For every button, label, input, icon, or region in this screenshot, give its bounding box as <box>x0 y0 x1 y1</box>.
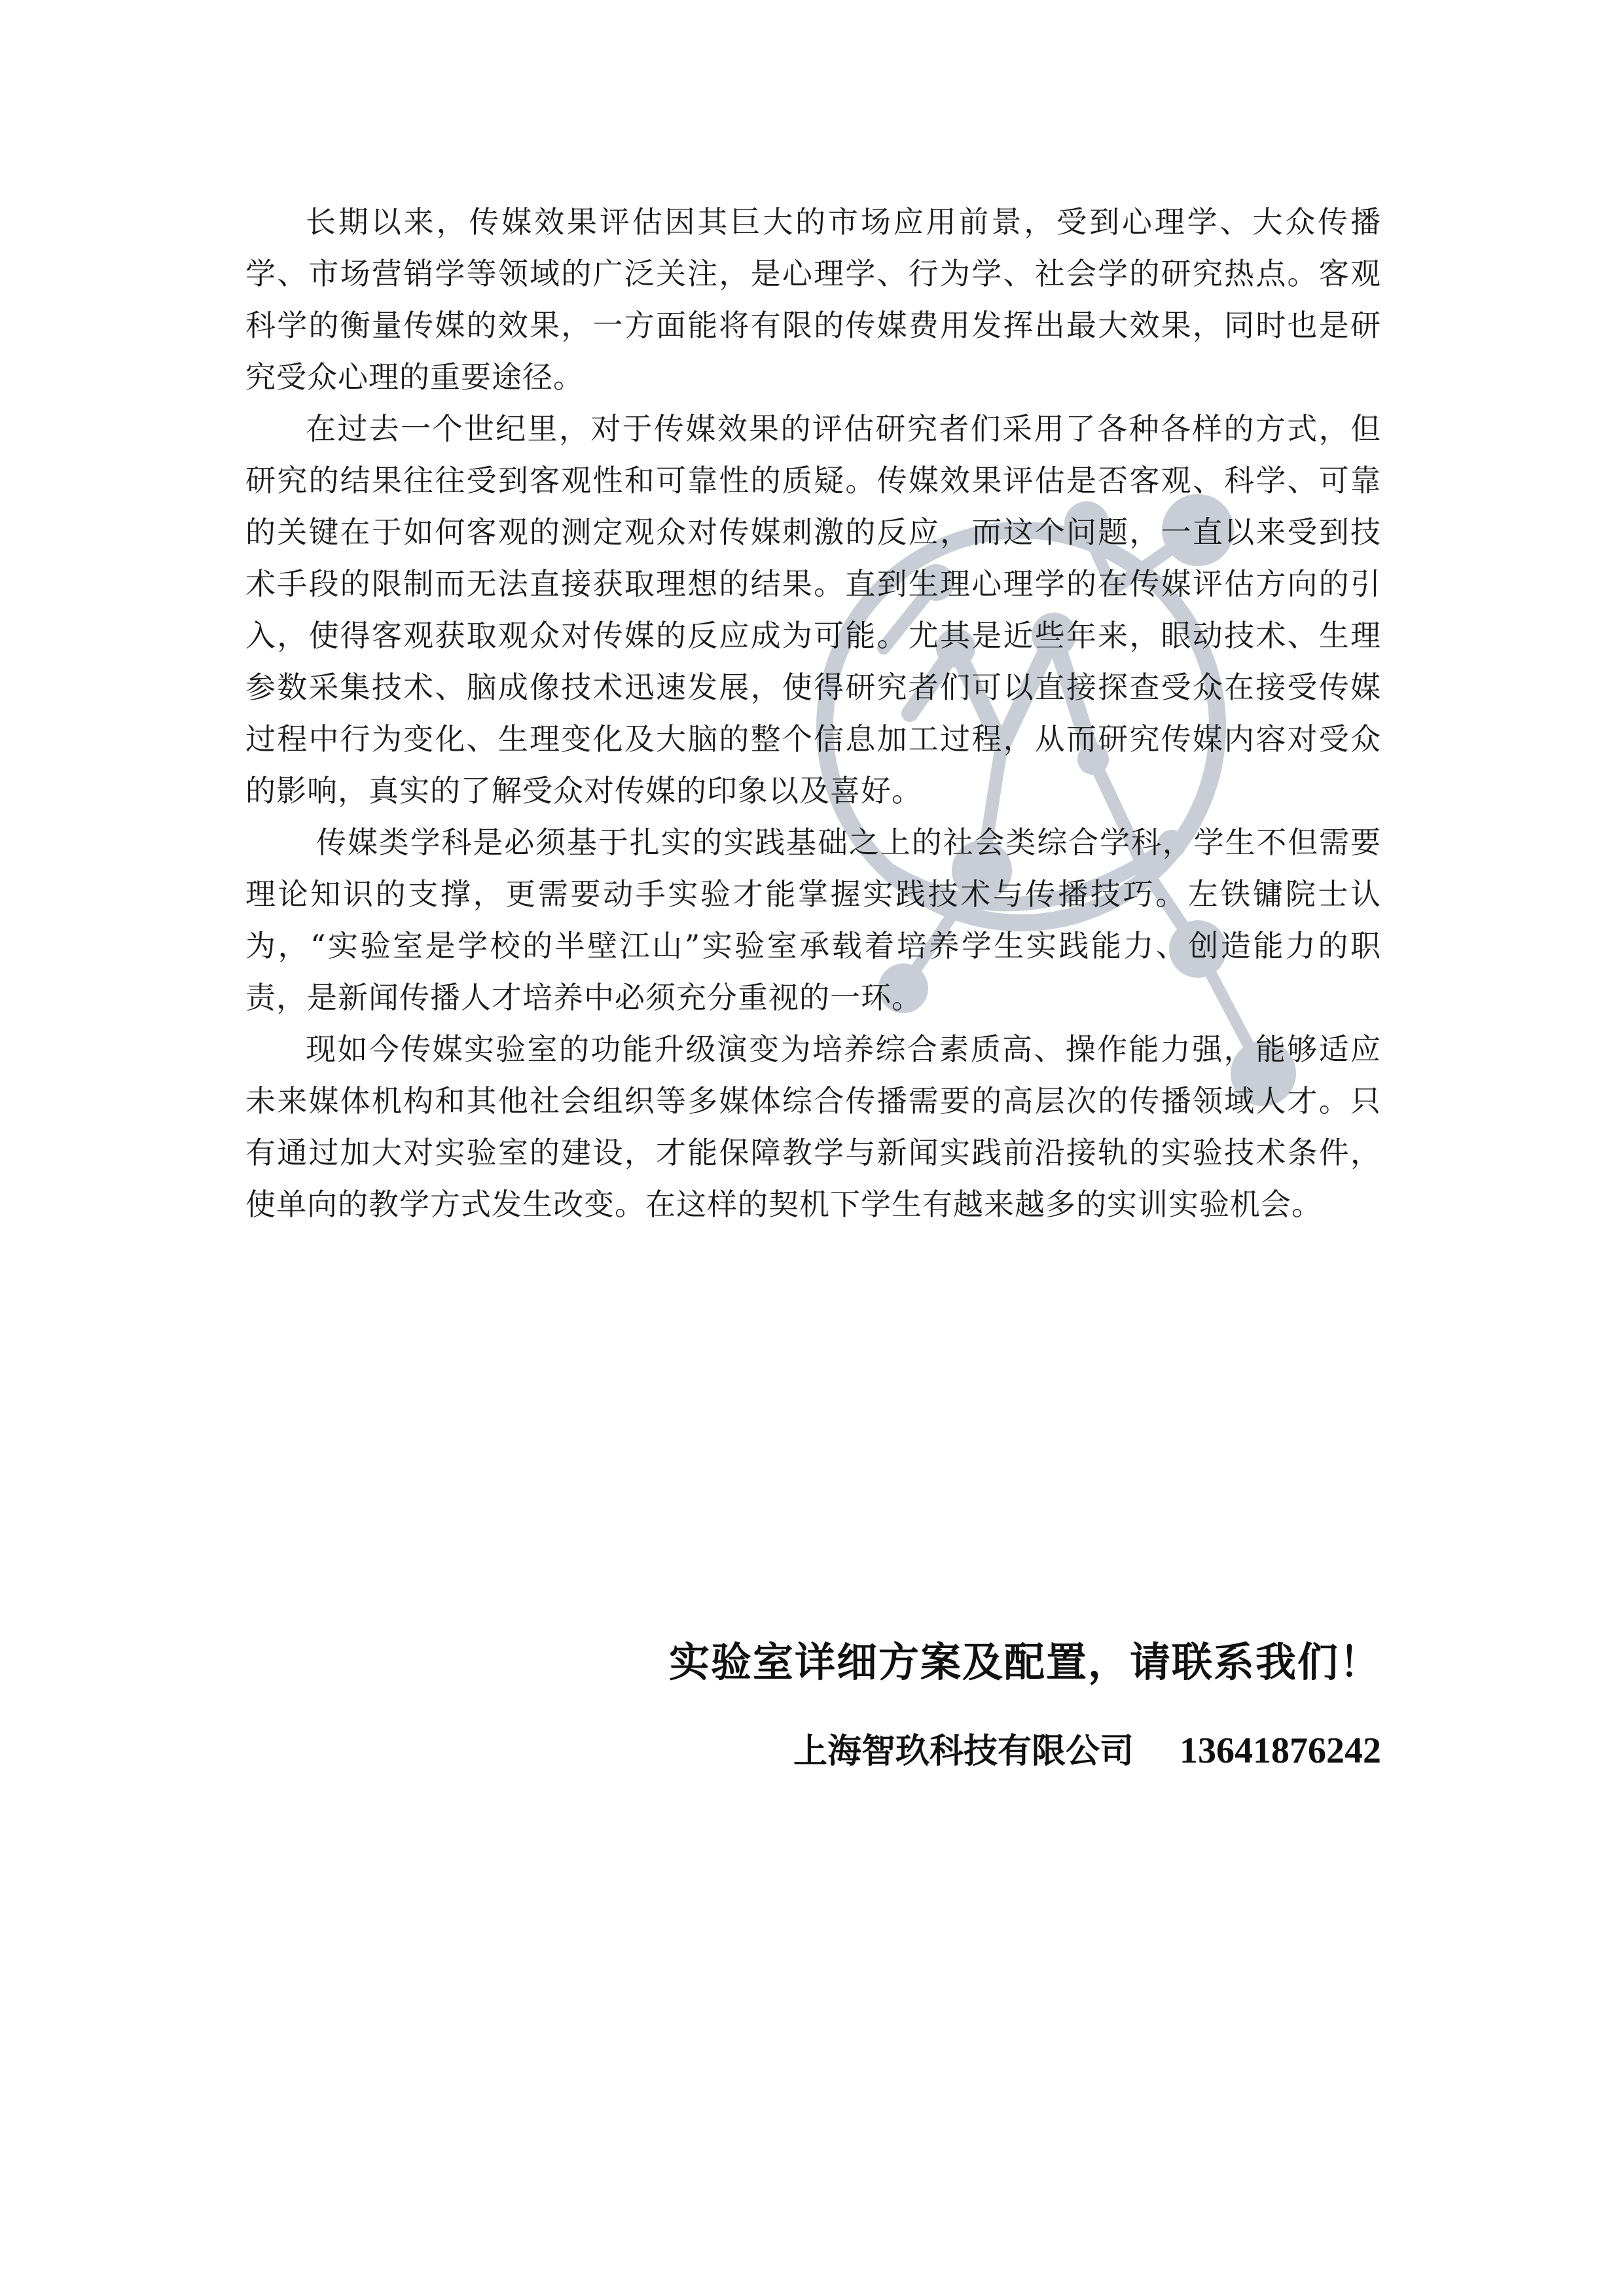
article-body <box>245 196 1381 1230</box>
contact-company-line <box>669 1715 1381 1787</box>
contact-block <box>669 1623 1381 1787</box>
company-name: 上海智玖科技有限公司 <box>793 1732 1134 1771</box>
paragraph-research-history: 在过去一个世纪里，对于传媒效果的评估研究者们采用了各种各样的方式，但研究的结果往往受到客观性和可靠性的质疑。传媒效果评估是否客观、科学、可靠的关键在于如何客观的测定观众对传媒刺激的反应，而这个问题，一直以来受到技术手段的限制而无法直接获取理想的结果。直到生理心理学的在传媒评估方向的引入，使得客观获取观众对传媒的反应成为可能。尤其是近些年来，眼动技术、生理参数采集技术、脑成像技术迅速发展，使得研究者们可以直接探查受众在接受传媒过程中行为变化、生理变化及大脑的整个信息加工过程，从而研究传媒内容对受众的影响，真实的了解受众对传媒的印象以及喜好。 <box>245 411 1381 808</box>
contact-headline: 实验室详细方案及配置，请联系我们！ <box>668 1638 1381 1686</box>
paragraph-media-effect-evaluation: 长期以来，传媒效果评估因其巨大的市场应用前景，受到心理学、大众传播学、市场营销学等领域的广泛关注，是心理学、行为学、社会学的研究热点。客观科学的衡量传媒的效果，一方面能将有限的传媒费用发挥出最大效果，同时也是研究受众心理的重要途径。 <box>245 204 1381 395</box>
paragraph-lab-upgrade: 现如今传媒实验室的功能升级演变为培养综合素质高、操作能力强，能够适应未来媒体机构和其他社会组织等多媒体综合传播需要的高层次的传播领域人才。只有通过加大对实验室的建设，才能保障教学与新闻实践前沿接轨的实验技术条件，使单向的教学方式发生改变。在这样的契机下学生有越来越多的实训实验机会。 <box>245 1031 1381 1222</box>
paragraph-media-discipline: 传媒类学科是必须基于扎实的实践基础之上的社会类综合学科，学生不但需要理论知识的支撑，更需要动手实验才能掌握实践技术与传播技巧。左铁镛院士认为，“实验室是学校的半壁江山”实验室承载着培养学生实践能力、创造能力的职责，是新闻传播人才培养中必须充分重视的一环。 <box>245 825 1381 1015</box>
phone-number: 13641876242 <box>1180 1731 1381 1771</box>
